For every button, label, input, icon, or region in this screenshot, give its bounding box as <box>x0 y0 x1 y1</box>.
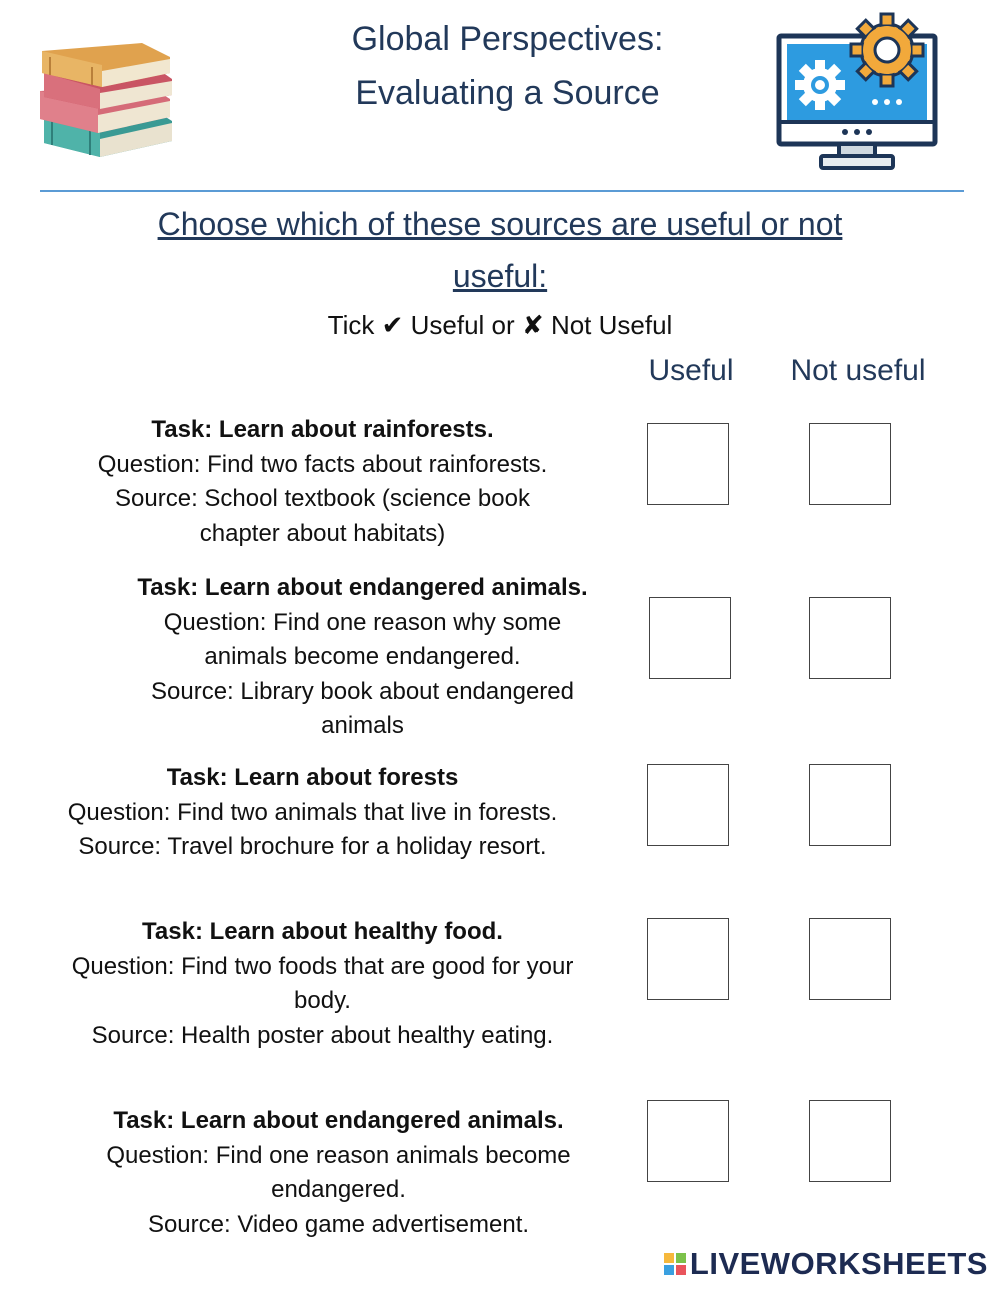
liveworksheets-logo <box>664 1246 988 1282</box>
tick-instruction <box>200 306 800 344</box>
title-line-2: Evaluating a Source <box>355 74 660 112</box>
useful-checkbox[interactable] <box>647 764 729 846</box>
task-line: Question: Find one reason animals become <box>106 1141 571 1169</box>
task-line: Question: Find two animals that live in forests. <box>67 798 558 826</box>
task-line: animals <box>321 712 404 739</box>
task-title: Task: Learn about endangered animals. <box>137 574 588 601</box>
task-title: Task: Learn about endangered animals. <box>113 1107 564 1134</box>
page-title <box>250 12 765 120</box>
column-header-not-useful: Not useful <box>790 354 926 387</box>
instruction-line-2: useful: <box>452 258 548 294</box>
task-item <box>30 413 615 551</box>
task-title: Task: Learn about healthy food. <box>142 918 503 945</box>
task-item <box>10 761 615 865</box>
task-line: endangered. <box>271 1176 406 1203</box>
task-line: animals become endangered. <box>204 643 521 670</box>
not-useful-checkbox[interactable] <box>809 918 891 1000</box>
task-line: chapter about habitats) <box>199 519 446 547</box>
logo-blocks-icon <box>664 1253 686 1275</box>
useful-checkbox[interactable] <box>647 1100 729 1182</box>
task-line: body. <box>294 987 351 1014</box>
title-line-1: Global Perspectives: <box>351 20 664 58</box>
task-title: Task: Learn about forests <box>166 764 459 791</box>
task-line: Source: Video game advertisement. <box>147 1210 530 1238</box>
not-useful-checkbox[interactable] <box>809 764 891 846</box>
useful-or-text: Useful or <box>410 310 515 340</box>
task-line: Source: School textbook (science book <box>115 485 530 512</box>
not-useful-checkbox[interactable] <box>809 597 891 679</box>
divider <box>40 190 964 192</box>
books-illustration <box>30 35 180 160</box>
task-line: Question: Find two foods that are good for your <box>71 952 574 980</box>
computer-settings-icon <box>775 10 940 175</box>
task-line: Source: Library book about endangered <box>151 677 574 705</box>
useful-checkbox[interactable] <box>647 423 729 505</box>
task-item <box>10 915 635 1053</box>
task-item <box>40 1104 637 1242</box>
task-line: Source: Travel brochure for a holiday resort. <box>78 833 547 860</box>
logo-text: LIVEWORKSHEETS <box>689 1246 988 1281</box>
task-title: Task: Learn about rainforests. <box>151 416 494 443</box>
task-line: Source: Health poster about healthy eating. <box>91 1021 554 1049</box>
check-icon: ✔ <box>381 310 404 340</box>
tick-prefix: Tick <box>327 310 375 340</box>
useful-checkbox[interactable] <box>649 597 731 679</box>
instruction-heading <box>100 198 900 302</box>
useful-checkbox[interactable] <box>647 918 729 1000</box>
not-useful-checkbox[interactable] <box>809 423 891 505</box>
task-line: Question: Find one reason why some <box>163 608 562 636</box>
instruction-line-1: Choose which of these sources are useful or not <box>157 206 843 242</box>
column-header-useful: Useful <box>648 354 734 387</box>
task-line: Question: Find two facts about rainforests. <box>97 450 548 478</box>
task-item <box>70 571 655 744</box>
not-useful-checkbox[interactable] <box>809 1100 891 1182</box>
cross-icon: ✘ <box>521 310 544 340</box>
not-useful-text: Not Useful <box>550 310 673 340</box>
